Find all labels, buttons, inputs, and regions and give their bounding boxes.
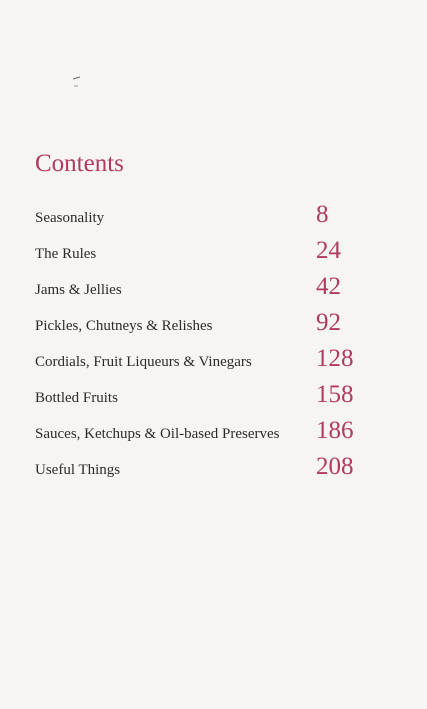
toc-entry-page: 24 [316,237,341,264]
toc-entry-page: 158 [316,381,354,408]
toc-entry-title: Pickles, Chutneys & Relishes [35,318,213,334]
toc-entry-page: 208 [316,453,354,480]
table-of-contents [0,198,427,486]
toc-entry [0,378,427,414]
toc-entry-page: 92 [316,309,341,336]
toc-entry [0,414,427,450]
toc-entry-title: Jams & Jellies [35,282,122,298]
toc-entry-page: 8 [316,201,329,228]
toc-entry-title: Seasonality [35,210,105,226]
toc-entry-title: Cordials, Fruit Liqueurs & Vinegars [35,354,252,370]
toc-entry-title: Bottled Fruits [35,390,118,406]
toc-entry [0,234,427,270]
toc-entry-title: Useful Things [35,462,121,478]
toc-entry [0,270,427,306]
toc-entry [0,450,427,486]
toc-entry [0,306,427,342]
toc-entry-title: The Rules [35,246,97,262]
toc-entry-page: 42 [316,273,341,300]
toc-entry-page: 186 [316,417,354,444]
toc-entry [0,342,427,378]
toc-entry-title: Sauces, Ketchups & Oil-based Preserves [35,426,280,442]
toc-entry [0,198,427,234]
toc-entry-page: 128 [316,345,354,372]
page-title: Contents [35,150,124,177]
pencil-mark-icon [72,76,81,88]
